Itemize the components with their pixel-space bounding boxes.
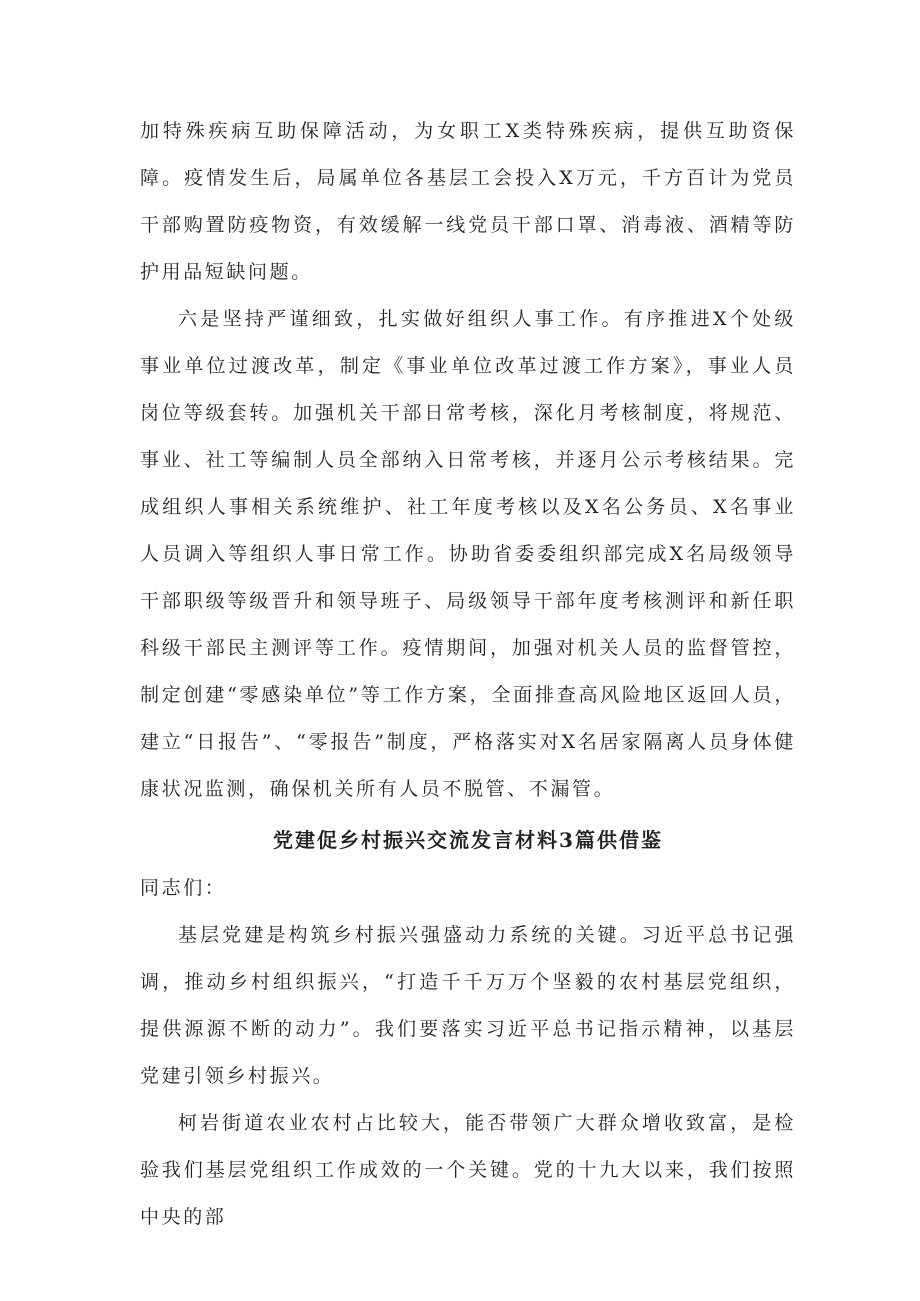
section-title: 党建促乡村振兴交流发言材料3篇供借鉴 [273, 828, 663, 852]
salutation: 同志们： [140, 877, 227, 899]
body-paragraph: 基层党建是构筑乡村振兴强盛动力系统的关键。习近平总书记强调，推动乡村组织振兴，“打造千千万万个坚毅的农村基层党组织，提供源源不断的动力”。我们要落实习近平总书记指示精神，以基层党建引领乡村振兴。 [140, 924, 796, 1087]
body-paragraph: 六是坚持严谨细致，扎实做好组织人事工作。有序推进X个处级事业单位过渡改革，制定《事业单位改革过渡工作方案》，事业人员岗位等级套转。加强机关干部日常考核，深化月考核制度，将规范、事业、社工等编制人员全部纳入日常考核，并逐月公示考核结果。完成组织人事相关系统维护、社工年度考核以及X名公务员、X名事业人员调入等组织人事日常工作。协助省委委组织部完成X名局级领导干部职级等级晋升和领导班子、局级领导干部年度考核测评和新任职科级干部民主测评等工作。疫情期间，加强对机关人员的监督管控，制定创建“零感染单位”等工作方案，全面排查高风险地区返回人员，建立“日报告”、“零报告”制度，严格落实对X名居家隔离人员身体健康状况监测，确保机关所有人员不脱管、不漏管。 [140, 308, 796, 800]
body-paragraph: 柯岩街道农业农村占比较大，能否带领广大群众增收致富，是检验我们基层党组织工作成效的一个关键。党的十九大以来，我们按照中央的部 [140, 1112, 796, 1228]
document-body [140, 108, 796, 1241]
body-paragraph: 加特殊疾病互助保障活动，为女职工X类特殊疾病，提供互助资保障。疫情发生后，局属单位各基层工会投入X万元，千方百计为党员干部购置防疫物资，有效缓解一线党员干部口罩、消毒液、酒精等防护用品短缺问题。 [140, 120, 796, 283]
